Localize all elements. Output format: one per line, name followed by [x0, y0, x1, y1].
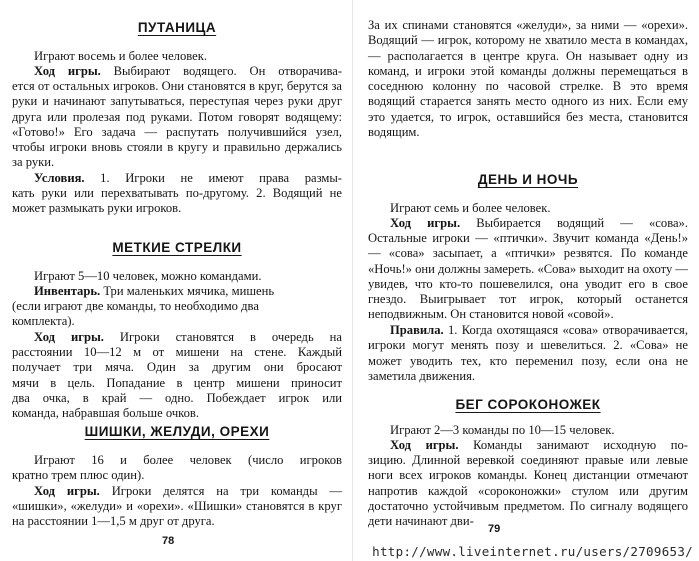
paragraph: Играют восемь и более человек.	[34, 49, 207, 63]
paragraph: Ход игры. Выбирается водящий — «сова».	[390, 216, 689, 230]
paragraph: Играют семь и более человек.	[390, 201, 551, 215]
paragraph: Правила. 1. Когда охотящаяся «сова» отворачивается, игроки могут менять позу и шевелиться. 2. «Сова» не может уводить тех, кто переменил позу, если она не заметила движения.	[368, 323, 688, 383]
paragraph: Условия. 1. Игроки не имеют права размы-	[34, 171, 342, 185]
left-page	[12, 0, 342, 561]
heading-metkie-strelki: МЕТКИЕ СТРЕЛКИ	[112, 240, 242, 255]
source-url-watermark: http://www.liveinternet.ru/users/2709653/	[372, 544, 693, 559]
paragraph: зицию. Длинной веревкой соединяют правые или левые ноги всех игроков команды. Конец дистанции отмечают напротив каждой «сороконожки» стулом или другим достаточно устойчивым предметом. По сигналу водящего дети начинают дви-	[368, 453, 688, 529]
paragraph: Инвентарь. Три маленьких мячика, мишень	[34, 284, 275, 298]
paragraph: Играют 2—3 команды по 10—15 человек.	[390, 423, 615, 437]
heading-shishki: ШИШКИ, ЖЕЛУДИ, ОРЕХИ	[84, 424, 270, 439]
paragraph: расстоянии 10—12 м от мишени на стене. Каждый получает три мяча. Один за другим они бросают мячи в цель. Попадание в центр мишени приносит два очка, в край — одно. Побеждает игрок или команда, набравшая больше очков.	[12, 345, 342, 421]
right-page	[368, 0, 688, 561]
paragraph: «шишки», «желуди» и «орехи». «Шишки» становятся в круг на расстоянии 1—1,5 м друг от друга.	[12, 499, 342, 529]
paragraph: Ход игры. Команды занимают исходную по-	[390, 438, 688, 452]
heading-den-i-noch: ДЕНЬ И НОЧЬ	[477, 172, 579, 187]
heading-putanitsa: ПУТАНИЦА	[137, 20, 217, 35]
paragraph: Ход игры. Игроки становятся в очередь на	[34, 330, 342, 344]
page-number: 79	[488, 523, 501, 535]
paragraph: Остальные игроки — «птички». Звучит команда «День!» — «сова» засыпает, а «птички» резвятся. По команде «Ночь!» они должны замереть. «Сова» выходит на охоту — увидев, что кто-то пошевелился, она уводит его в свое гнездо. Выигрывает тот игрок, который останется неподвижным. Он становится новой «совой».	[368, 231, 689, 322]
paragraph: Играют 16 и более человек (число игроков кратно трем плюс один).	[12, 453, 342, 483]
paragraph: Ход игры. Игроки делятся на три команды —	[34, 484, 342, 498]
page-gutter	[352, 0, 353, 561]
paragraph: кать руки или перехватывать по-другому. 2. Водящий не может размыкать руки игроков.	[12, 186, 342, 216]
paragraph: Играют 5—10 человек, можно командами.	[34, 269, 262, 283]
paragraph: За их спинами становятся «желуди», за ними — «орехи». Водящий — игрок, которому не хватило места в командах, — располагается в центре круга. Он называет одну из команд, и игроки этой команды должны перемещаться в соседнюю колонну по часовой стрелке. В это время водящий старается занять место одного из них. Если ему это удается, то игрок, оставшийся без места, становится водящим.	[368, 18, 689, 140]
paragraph: ется от остальных игроков. Они становятся в круг, берутся за руки и начинают запутываться, переступая через руки друг друга или пролезая под руками. Потом говорят водящему: «Готово!» Его задача — распутать получившийся узел, чтобы игроки вновь стояли в кругу и правильно держались за руки.	[12, 79, 343, 170]
heading-beg-sorokonozhek: БЕГ СОРОКОНОЖЕК	[455, 397, 601, 412]
page-number: 78	[162, 535, 175, 547]
paragraph: Ход игры. Выбирают водящего. Он отворачива-	[34, 64, 343, 78]
paragraph: (если играют две команды, то необходимо два комплекта).	[12, 299, 259, 329]
